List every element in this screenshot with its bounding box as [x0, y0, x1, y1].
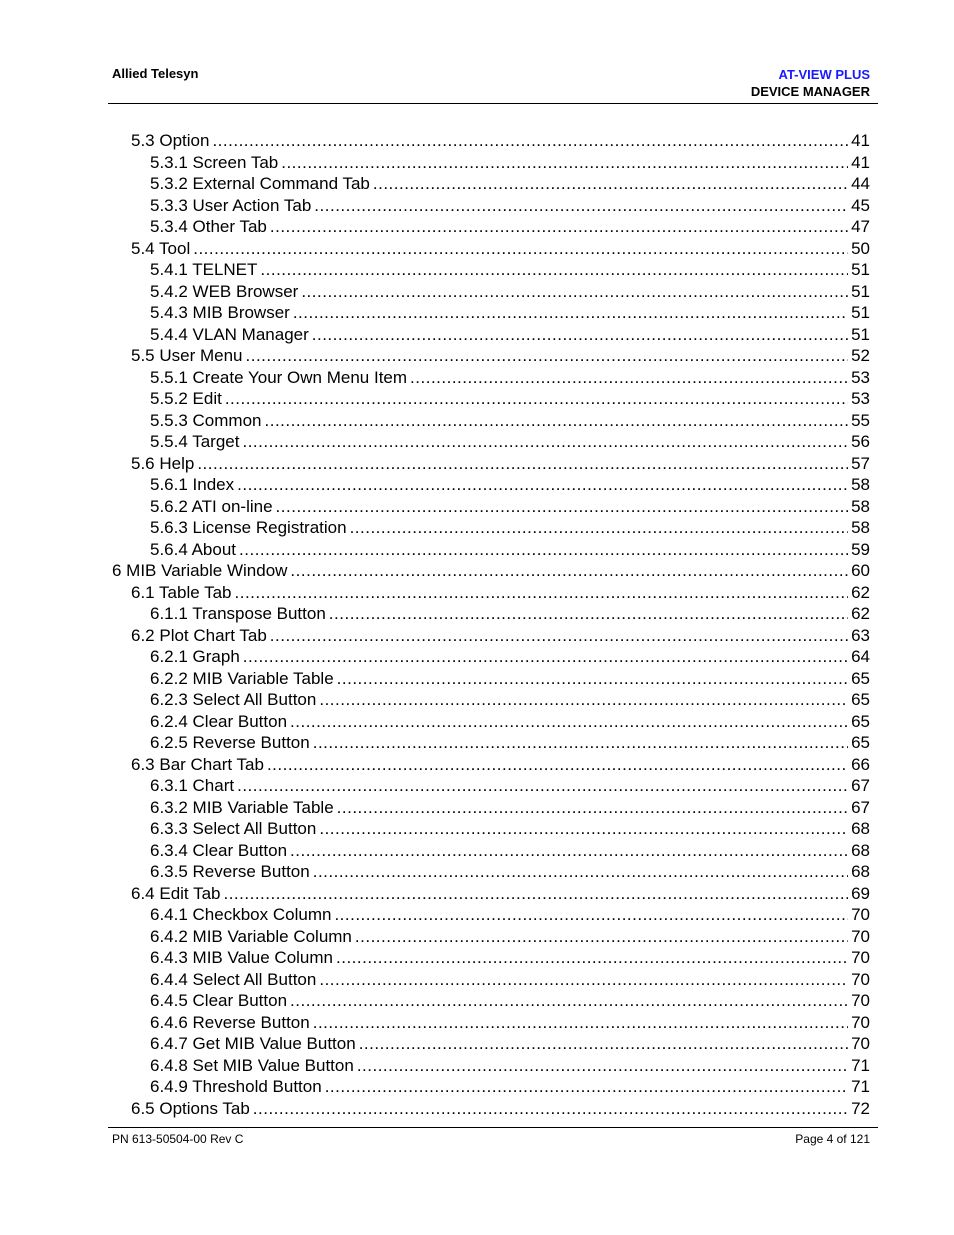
- toc-entry-page: 57: [851, 453, 870, 473]
- toc-entry-title: 5.6.3 License Registration: [150, 518, 347, 537]
- header-company: Allied Telesyn: [112, 66, 199, 81]
- toc-entry-title: 5.5.2 Edit: [150, 389, 222, 408]
- toc-entry-title: 6.2.3 Select All Button: [150, 690, 317, 709]
- toc-entry-title: 6.5 Options Tab: [131, 1098, 250, 1118]
- toc-dot-leader: [319, 689, 848, 711]
- toc-dot-leader: [337, 797, 848, 819]
- toc-entry-title: 5.4.4 VLAN Manager: [150, 324, 309, 344]
- toc-dot-leader: [193, 238, 848, 260]
- toc-dot-leader: [253, 1098, 848, 1120]
- toc-entry-page: 51: [851, 281, 870, 301]
- footer-part-number: PN 613-50504-00 Rev C: [112, 1132, 244, 1146]
- toc-entry-page: 52: [851, 346, 870, 365]
- toc-entry[interactable]: [112, 281, 870, 303]
- toc-dot-leader: [246, 345, 849, 367]
- toc-entry-page: 65: [851, 733, 870, 752]
- toc-entry-page: 72: [851, 1098, 870, 1118]
- toc-entry-page: 58: [851, 518, 870, 537]
- toc-dot-leader: [410, 367, 848, 389]
- toc-entry-title: 6.4.8 Set MIB Value Button: [150, 1055, 354, 1075]
- toc-entry-page: 60: [851, 561, 870, 580]
- toc-entry-title: 5.6.2 ATI on-line: [150, 496, 273, 516]
- toc-entry[interactable]: [112, 195, 870, 217]
- toc-entry-title: 5.5.3 Common: [150, 410, 262, 430]
- toc-dot-leader: [223, 883, 848, 905]
- toc-entry[interactable]: [112, 152, 870, 174]
- toc-entry-title: 6.3 Bar Chart Tab: [131, 754, 264, 774]
- toc-entry[interactable]: [112, 517, 870, 539]
- toc-dot-leader: [237, 474, 848, 496]
- header-divider: [108, 103, 878, 104]
- toc-entry-page: 70: [851, 948, 870, 967]
- toc-entry[interactable]: [112, 238, 870, 260]
- toc-entry-page: 58: [851, 496, 870, 516]
- toc-entry[interactable]: [112, 410, 870, 432]
- toc-entry-title: 6.4.2 MIB Variable Column: [150, 926, 352, 946]
- toc-dot-leader: [350, 517, 849, 539]
- toc-entry-page: 67: [851, 776, 870, 795]
- toc-dot-leader: [312, 324, 848, 346]
- toc-entry-title: 5.4.1 TELNET: [150, 260, 258, 279]
- toc-dot-leader: [212, 130, 848, 152]
- toc-entry[interactable]: [112, 324, 870, 346]
- toc-dot-leader: [334, 904, 848, 926]
- toc-entry[interactable]: [112, 732, 870, 754]
- toc-entry[interactable]: [112, 388, 870, 410]
- toc-entry-page: 53: [851, 367, 870, 387]
- toc-dot-leader: [290, 711, 848, 733]
- toc-entry-title: 5.3.3 User Action Tab: [150, 195, 312, 215]
- toc-entry[interactable]: [112, 367, 870, 389]
- toc-entry-title: 5.6 Help: [131, 453, 195, 473]
- toc-entry-page: 68: [851, 840, 870, 860]
- toc-entry-title: 6.1 Table Tab: [131, 582, 232, 602]
- toc-dot-leader: [293, 302, 848, 324]
- toc-entry-page: 68: [851, 862, 870, 881]
- toc-entry-title: 6.3.4 Clear Button: [150, 840, 288, 860]
- toc-entry[interactable]: [112, 130, 870, 152]
- toc-entry-title: 6.4.7 Get MIB Value Button: [150, 1034, 356, 1053]
- toc-entry[interactable]: [112, 861, 870, 883]
- toc-dot-leader: [313, 861, 848, 883]
- toc-entry-page: 51: [851, 324, 870, 344]
- toc-entry[interactable]: [112, 539, 870, 561]
- toc-dot-leader: [267, 754, 848, 776]
- toc-entry[interactable]: [112, 496, 870, 518]
- toc-entry-title: 6.1.1 Transpose Button: [150, 604, 326, 623]
- toc-entry-title: 5.4.3 MIB Browser: [150, 303, 290, 322]
- toc-entry[interactable]: [112, 990, 870, 1012]
- toc-entry-page: 65: [851, 668, 870, 688]
- toc-entry-title: 5.3.1 Screen Tab: [150, 152, 279, 172]
- toc-entry-title: 6.4.3 MIB Value Column: [150, 948, 333, 967]
- toc-dot-leader: [270, 216, 848, 238]
- toc-entry[interactable]: [112, 926, 870, 948]
- toc-entry[interactable]: [112, 173, 870, 195]
- toc-entry-page: 70: [851, 1034, 870, 1053]
- toc-entry-page: 62: [851, 604, 870, 623]
- toc-dot-leader: [237, 775, 848, 797]
- toc-entry[interactable]: [112, 1076, 870, 1098]
- toc-entry-page: 53: [851, 389, 870, 408]
- toc-entry[interactable]: [112, 625, 870, 647]
- toc-dot-leader: [225, 388, 848, 410]
- toc-dot-leader: [270, 625, 848, 647]
- toc-entry-title: 6.2.2 MIB Variable Table: [150, 668, 334, 688]
- toc-entry[interactable]: [112, 689, 870, 711]
- toc-entry-title: 6.4.6 Reverse Button: [150, 1012, 310, 1032]
- toc-entry[interactable]: [112, 453, 870, 475]
- toc-entry[interactable]: [112, 1012, 870, 1034]
- toc-entry-title: 6.2.1 Graph: [150, 647, 240, 666]
- toc-entry-title: 6.3.1 Chart: [150, 776, 235, 795]
- toc-entry-page: 70: [851, 926, 870, 946]
- toc-entry[interactable]: [112, 1098, 870, 1120]
- toc-entry-page: 45: [851, 195, 870, 215]
- toc-entry[interactable]: [112, 646, 870, 668]
- toc-entry-page: 56: [851, 432, 870, 451]
- toc-entry-page: 50: [851, 238, 870, 258]
- toc-entry[interactable]: [112, 840, 870, 862]
- toc-entry-title: 6.2.5 Reverse Button: [150, 733, 310, 752]
- toc-dot-leader: [325, 1076, 848, 1098]
- toc-entry[interactable]: [112, 797, 870, 819]
- toc-dot-leader: [359, 1033, 848, 1055]
- toc-entry[interactable]: [112, 560, 870, 582]
- toc-entry-page: 55: [851, 410, 870, 430]
- header-product: AT-VIEW PLUS: [778, 67, 870, 82]
- toc-dot-leader: [357, 1055, 848, 1077]
- toc-entry[interactable]: [112, 431, 870, 453]
- toc-entry[interactable]: [112, 259, 870, 281]
- toc-entry[interactable]: [112, 904, 870, 926]
- toc-entry-page: 65: [851, 690, 870, 709]
- toc-entry-page: 41: [851, 131, 870, 150]
- toc-entry-page: 68: [851, 819, 870, 838]
- toc-entry-title: 6.2.4 Clear Button: [150, 711, 288, 731]
- toc-entry-page: 41: [851, 152, 870, 172]
- toc-dot-leader: [319, 818, 848, 840]
- toc-dot-leader: [355, 926, 848, 948]
- toc-entry-page: 70: [851, 991, 870, 1010]
- table-of-contents: [112, 130, 870, 1119]
- toc-entry-page: 64: [851, 647, 870, 666]
- toc-dot-leader: [276, 496, 849, 518]
- toc-entry[interactable]: [112, 883, 870, 905]
- toc-entry-page: 51: [851, 303, 870, 322]
- header-subtitle: DEVICE MANAGER: [750, 84, 870, 99]
- toc-dot-leader: [197, 453, 848, 475]
- toc-dot-leader: [242, 431, 848, 453]
- header-product-block: [751, 66, 870, 100]
- toc-dot-leader: [313, 732, 848, 754]
- toc-entry-title: 5.3.2 External Command Tab: [150, 174, 370, 193]
- toc-entry-title: 6.3.2 MIB Variable Table: [150, 797, 334, 817]
- toc-entry-title: 6.4.9 Threshold Button: [150, 1077, 322, 1096]
- toc-dot-leader: [313, 1012, 848, 1034]
- footer-page-number: Page 4 of 121: [795, 1132, 870, 1146]
- toc-entry[interactable]: [112, 474, 870, 496]
- toc-dot-leader: [319, 969, 848, 991]
- toc-entry-page: 70: [851, 1012, 870, 1032]
- toc-entry-page: 47: [851, 217, 870, 236]
- toc-entry[interactable]: [112, 947, 870, 969]
- toc-entry[interactable]: [112, 775, 870, 797]
- toc-entry-title: 5.3.4 Other Tab: [150, 217, 267, 236]
- toc-entry-title: 6 MIB Variable Window: [112, 561, 288, 580]
- toc-entry-page: 71: [851, 1055, 870, 1075]
- toc-entry-title: 6.4.1 Checkbox Column: [150, 905, 332, 924]
- toc-dot-leader: [265, 410, 849, 432]
- toc-dot-leader: [373, 173, 848, 195]
- toc-entry[interactable]: [112, 345, 870, 367]
- toc-entry-title: 5.3 Option: [131, 131, 210, 150]
- toc-entry[interactable]: [112, 1033, 870, 1055]
- toc-dot-leader: [336, 947, 848, 969]
- toc-entry-page: 63: [851, 625, 870, 645]
- toc-entry[interactable]: [112, 216, 870, 238]
- toc-entry-page: 67: [851, 797, 870, 817]
- toc-entry-page: 59: [851, 539, 870, 559]
- toc-entry[interactable]: [112, 302, 870, 324]
- toc-entry-page: 66: [851, 754, 870, 774]
- toc-dot-leader: [301, 281, 848, 303]
- toc-entry-title: 5.6.1 Index: [150, 475, 235, 494]
- toc-entry-page: 58: [851, 475, 870, 494]
- toc-entry[interactable]: [112, 754, 870, 776]
- toc-dot-leader: [235, 582, 849, 604]
- toc-dot-leader: [290, 840, 848, 862]
- toc-dot-leader: [243, 646, 848, 668]
- toc-entry-title: 5.5.1 Create Your Own Menu Item: [150, 367, 408, 387]
- footer-divider: [108, 1127, 878, 1128]
- toc-entry-title: 5.5.4 Target: [150, 432, 240, 451]
- toc-entry-page: 70: [851, 905, 870, 924]
- toc-entry-page: 70: [851, 969, 870, 989]
- toc-entry-title: 6.2 Plot Chart Tab: [131, 625, 267, 645]
- toc-entry-title: 6.4 Edit Tab: [131, 883, 221, 903]
- toc-entry[interactable]: [112, 603, 870, 625]
- toc-entry-page: 51: [851, 260, 870, 279]
- toc-entry-title: 6.3.5 Reverse Button: [150, 862, 310, 881]
- toc-entry[interactable]: [112, 668, 870, 690]
- toc-entry-page: 71: [851, 1077, 870, 1096]
- toc-entry[interactable]: [112, 711, 870, 733]
- toc-dot-leader: [329, 603, 848, 625]
- toc-dot-leader: [337, 668, 848, 690]
- toc-entry-title: 5.4 Tool: [131, 238, 191, 258]
- toc-entry-page: 69: [851, 883, 870, 903]
- toc-dot-leader: [281, 152, 848, 174]
- toc-entry-title: 6.3.3 Select All Button: [150, 819, 317, 838]
- toc-dot-leader: [239, 539, 848, 561]
- toc-entry-title: 5.6.4 About: [150, 539, 237, 559]
- toc-entry[interactable]: [112, 818, 870, 840]
- toc-dot-leader: [290, 560, 848, 582]
- toc-entry-title: 6.4.5 Clear Button: [150, 991, 288, 1010]
- toc-dot-leader: [290, 990, 848, 1012]
- toc-entry-title: 5.5 User Menu: [131, 346, 243, 365]
- toc-entry[interactable]: [112, 969, 870, 991]
- toc-entry-page: 65: [851, 711, 870, 731]
- toc-entry-title: 6.4.4 Select All Button: [150, 969, 317, 989]
- toc-dot-leader: [260, 259, 848, 281]
- toc-entry[interactable]: [112, 1055, 870, 1077]
- toc-entry-title: 5.4.2 WEB Browser: [150, 281, 299, 301]
- toc-entry[interactable]: [112, 582, 870, 604]
- toc-entry-page: 62: [851, 582, 870, 602]
- toc-dot-leader: [314, 195, 848, 217]
- toc-entry-page: 44: [851, 174, 870, 193]
